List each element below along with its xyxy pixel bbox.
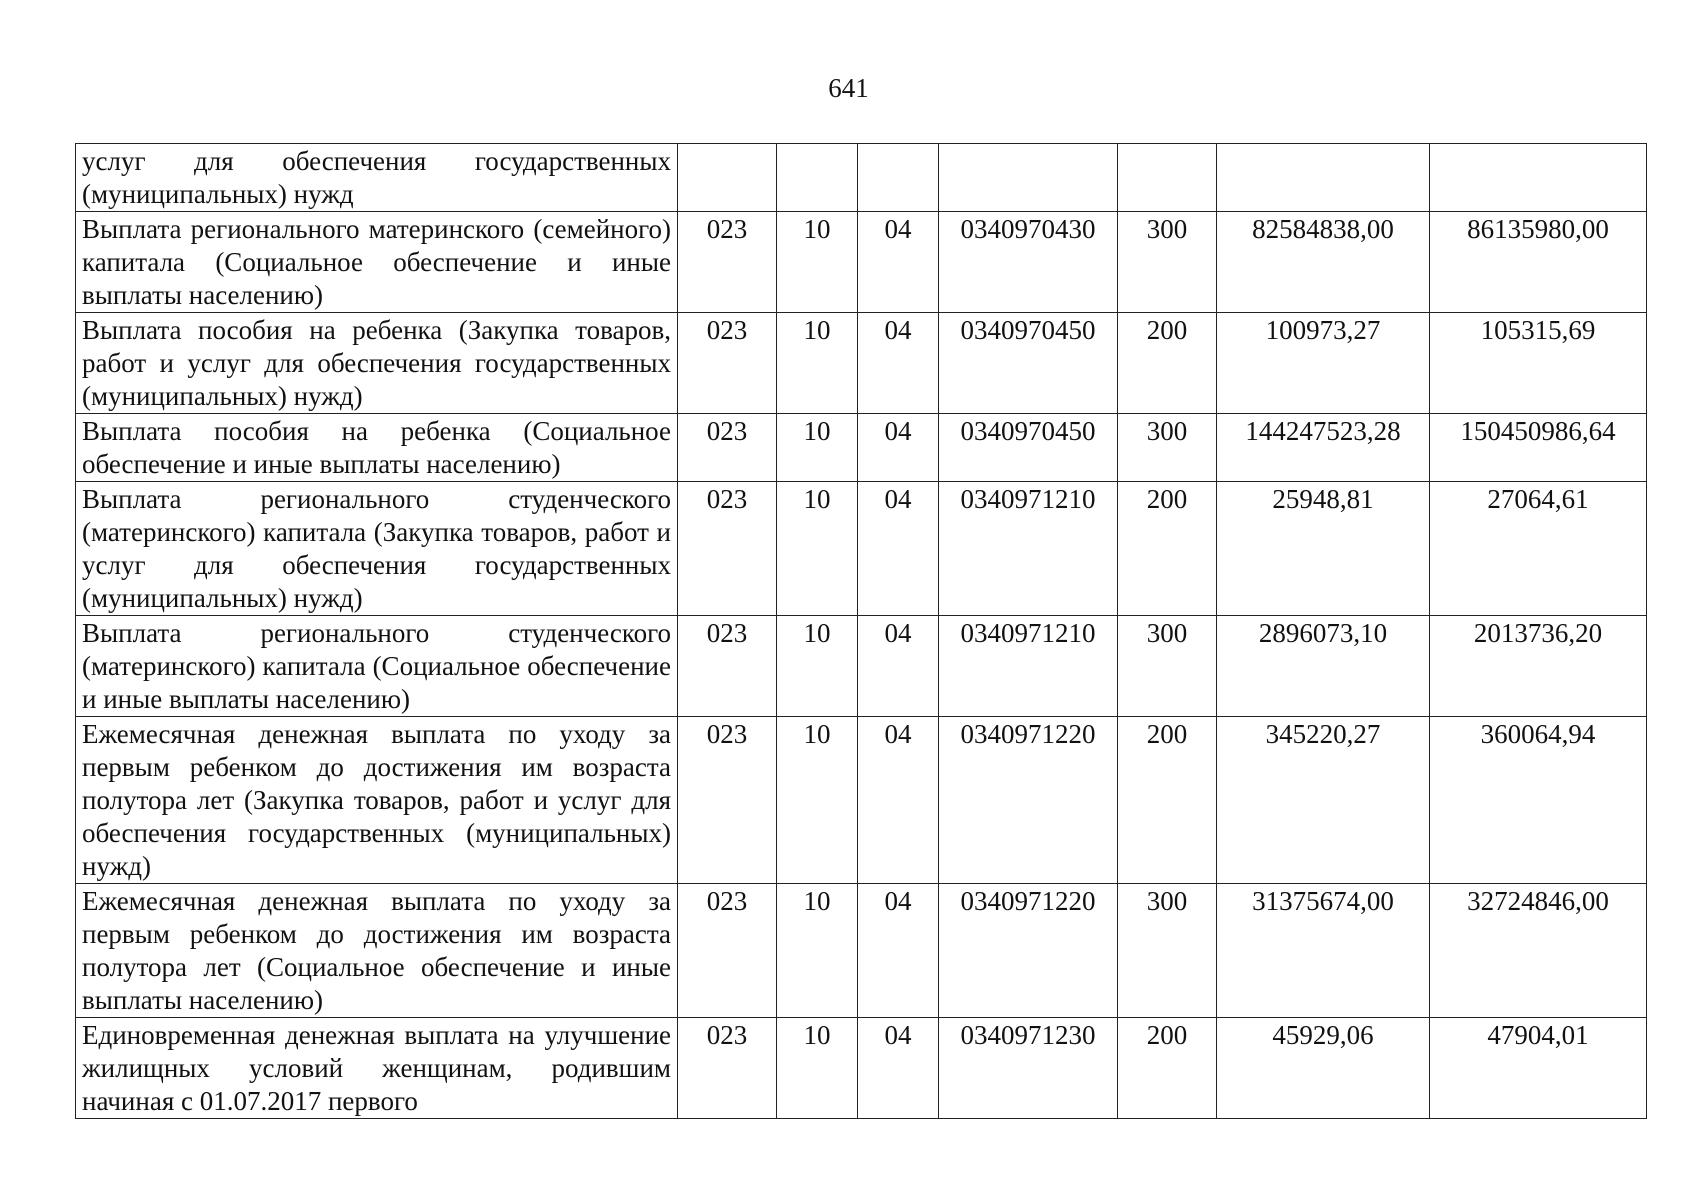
table-row bbox=[76, 414, 1647, 482]
cell-section-code: 10 bbox=[777, 414, 858, 482]
cell-description: Выплата регионального студенческого (материнского) капитала (Закупка товаров, работ и услуг для обеспечения государственных (муниципальных) нужд) bbox=[76, 482, 678, 616]
table-row bbox=[76, 717, 1647, 884]
cell-ministry-code: 023 bbox=[678, 482, 777, 616]
cell-description: Выплата пособия на ребенка (Закупка товаров, работ и услуг для обеспечения государственных (муниципальных) нужд) bbox=[76, 313, 678, 414]
cell-description: Выплата пособия на ребенка (Социальное обеспечение и иные выплаты населению) bbox=[76, 414, 678, 482]
page-number: 641 bbox=[828, 73, 869, 103]
cell-amount-year2: 47904,01 bbox=[1430, 1018, 1647, 1119]
cell-target-article: 0340970430 bbox=[939, 212, 1118, 313]
cell-amount-year2: 360064,94 bbox=[1430, 717, 1647, 884]
cell-description: Ежемесячная денежная выплата по уходу за первым ребенком до достижения им возраста полутора лет (Закупка товаров, работ и услуг для обеспечения государственных (муниципальных) нужд) bbox=[76, 717, 678, 884]
table-row bbox=[76, 616, 1647, 717]
cell-description: Ежемесячная денежная выплата по уходу за первым ребенком до достижения им возраста полутора лет (Социальное обеспечение и иные выплаты населению) bbox=[76, 884, 678, 1018]
cell-ministry-code: 023 bbox=[678, 212, 777, 313]
cell-subsection-code: 04 bbox=[858, 884, 939, 1018]
cell-ministry-code: 023 bbox=[678, 884, 777, 1018]
table-row bbox=[76, 1018, 1647, 1119]
cell-subsection-code: 04 bbox=[858, 482, 939, 616]
cell-amount-year1: 82584838,00 bbox=[1217, 212, 1430, 313]
cell-section-code: 10 bbox=[777, 313, 858, 414]
cell-target-article: 0340971210 bbox=[939, 482, 1118, 616]
cell-amount-year2: 27064,61 bbox=[1430, 482, 1647, 616]
cell-ministry-code: 023 bbox=[678, 414, 777, 482]
cell-target-article: 0340970450 bbox=[939, 313, 1118, 414]
cell-expense-type: 300 bbox=[1118, 414, 1217, 482]
table-row bbox=[76, 212, 1647, 313]
cell-section-code: 10 bbox=[777, 212, 858, 313]
table-row bbox=[76, 313, 1647, 414]
cell-ministry-code bbox=[678, 144, 777, 212]
cell-ministry-code: 023 bbox=[678, 313, 777, 414]
cell-subsection-code: 04 bbox=[858, 313, 939, 414]
cell-amount-year1: 45929,06 bbox=[1217, 1018, 1430, 1119]
cell-amount-year2: 150450986,64 bbox=[1430, 414, 1647, 482]
cell-expense-type: 200 bbox=[1118, 1018, 1217, 1119]
cell-amount-year1: 345220,27 bbox=[1217, 717, 1430, 884]
cell-target-article: 0340970450 bbox=[939, 414, 1118, 482]
cell-expense-type: 300 bbox=[1118, 212, 1217, 313]
cell-amount-year2: 32724846,00 bbox=[1430, 884, 1647, 1018]
cell-amount-year1: 144247523,28 bbox=[1217, 414, 1430, 482]
cell-target-article: 0340971210 bbox=[939, 616, 1118, 717]
cell-amount-year1: 25948,81 bbox=[1217, 482, 1430, 616]
cell-ministry-code: 023 bbox=[678, 717, 777, 884]
cell-ministry-code: 023 bbox=[678, 616, 777, 717]
cell-subsection-code: 04 bbox=[858, 1018, 939, 1119]
cell-section-code: 10 bbox=[777, 1018, 858, 1119]
cell-target-article: 0340971220 bbox=[939, 884, 1118, 1018]
cell-amount-year1: 100973,27 bbox=[1217, 313, 1430, 414]
cell-target-article bbox=[939, 144, 1118, 212]
cell-amount-year2: 2013736,20 bbox=[1430, 616, 1647, 717]
cell-expense-type bbox=[1118, 144, 1217, 212]
cell-amount-year1: 2896073,10 bbox=[1217, 616, 1430, 717]
cell-ministry-code: 023 bbox=[678, 1018, 777, 1119]
cell-section-code: 10 bbox=[777, 616, 858, 717]
table-row bbox=[76, 884, 1647, 1018]
budget-table bbox=[75, 143, 1647, 1119]
cell-expense-type: 200 bbox=[1118, 482, 1217, 616]
table-row bbox=[76, 482, 1647, 616]
cell-amount-year1 bbox=[1217, 144, 1430, 212]
cell-subsection-code: 04 bbox=[858, 616, 939, 717]
cell-description: услуг для обеспечения государственных (муниципальных) нужд bbox=[76, 144, 678, 212]
cell-section-code: 10 bbox=[777, 717, 858, 884]
cell-description: Единовременная денежная выплата на улучшение жилищных условий женщинам, родившим начиная с 01.07.2017 первого bbox=[76, 1018, 678, 1119]
cell-amount-year2: 86135980,00 bbox=[1430, 212, 1647, 313]
cell-amount-year2 bbox=[1430, 144, 1647, 212]
cell-subsection-code bbox=[858, 144, 939, 212]
table-row bbox=[76, 144, 1647, 212]
cell-target-article: 0340971220 bbox=[939, 717, 1118, 884]
cell-expense-type: 300 bbox=[1118, 884, 1217, 1018]
cell-section-code: 10 bbox=[777, 884, 858, 1018]
cell-section-code: 10 bbox=[777, 482, 858, 616]
cell-amount-year1: 31375674,00 bbox=[1217, 884, 1430, 1018]
cell-description: Выплата регионального студенческого (материнского) капитала (Социальное обеспечение и иные выплаты населению) bbox=[76, 616, 678, 717]
cell-subsection-code: 04 bbox=[858, 212, 939, 313]
cell-subsection-code: 04 bbox=[858, 414, 939, 482]
cell-expense-type: 300 bbox=[1118, 616, 1217, 717]
cell-subsection-code: 04 bbox=[858, 717, 939, 884]
cell-target-article: 0340971230 bbox=[939, 1018, 1118, 1119]
cell-expense-type: 200 bbox=[1118, 717, 1217, 884]
cell-amount-year2: 105315,69 bbox=[1430, 313, 1647, 414]
cell-section-code bbox=[777, 144, 858, 212]
cell-expense-type: 200 bbox=[1118, 313, 1217, 414]
cell-description: Выплата регионального материнского (семейного) капитала (Социальное обеспечение и иные выплаты населению) bbox=[76, 212, 678, 313]
budget-table-body bbox=[76, 144, 1647, 1119]
